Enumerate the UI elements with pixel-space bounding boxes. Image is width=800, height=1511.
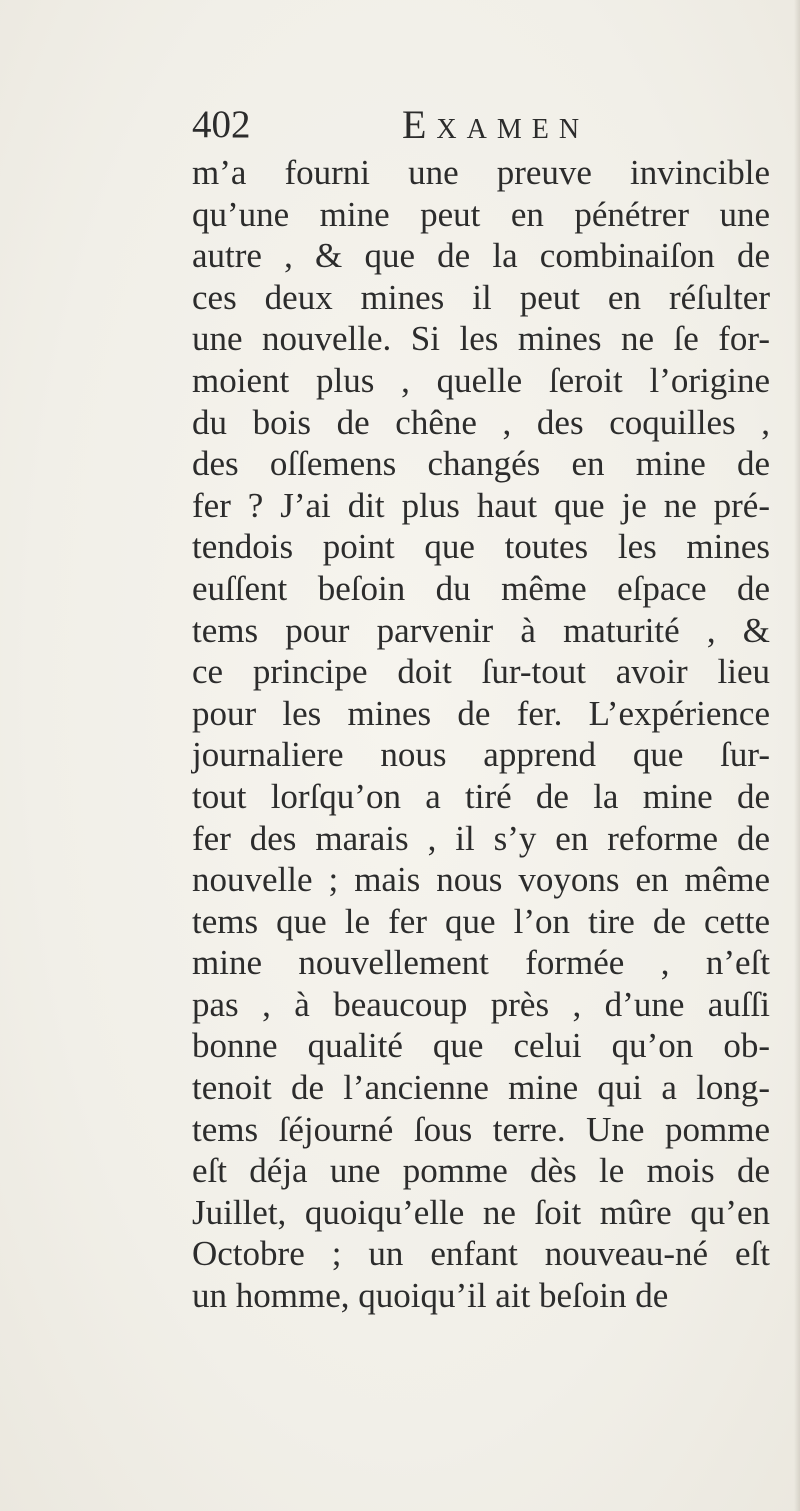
text-line: moient plus , quelle ſeroit l’origine: [192, 360, 770, 400]
text-line: ces deux mines il peut en réſulter: [192, 277, 770, 317]
text-line: tems pour parvenir à maturité , &: [192, 610, 770, 650]
text-line: journaliere nous apprend que ſur-: [192, 735, 770, 775]
text-line: une nouvelle. Si les mines ne ſe for-: [192, 319, 770, 359]
text-line: Juillet, quoiqu’elle ne ſoit mûre qu’en: [192, 1192, 770, 1232]
text-line: bonne qualité que celui qu’on ob-: [192, 1026, 770, 1066]
page-number: 402: [192, 103, 251, 146]
text-line: fer ? J’ai dit plus haut que je ne pré-: [192, 485, 770, 525]
text-line: nouvelle ; mais nous voyons en même: [192, 860, 770, 900]
text-line: du bois de chêne , des coquilles ,: [192, 402, 770, 442]
page-edge-shadow: [794, 0, 800, 1511]
text-line: m’a fourni une preuve invincible: [192, 153, 770, 192]
text-line: des oſſemens changés en mine de: [192, 444, 770, 484]
text-line: qu’une mine peut en pénétrer une: [192, 194, 770, 234]
text-line: pour les mines de fer. L’expérience: [192, 693, 770, 733]
text-line: autre , & que de la combinaiſon de: [192, 236, 770, 276]
body-text: [192, 152, 770, 1317]
text-line: fer des marais , il s’y en reforme de: [192, 818, 770, 858]
page-header: [192, 100, 752, 150]
text-line: Octobre ; un enfant nouveau-né eſt: [192, 1234, 770, 1274]
text-line: euſſent beſoin du même eſpace de: [192, 568, 770, 608]
text-line: pas , à beaucoup près , d’une auſſi: [192, 984, 770, 1024]
text-line: ce principe doit ſur-tout avoir lieu: [192, 652, 770, 692]
text-line: eſt déja une pomme dès le mois de: [192, 1151, 770, 1191]
text-line: un homme, quoiqu’il ait beſoin de: [192, 1276, 669, 1316]
text-line: tems que le fer que l’on tire de cette: [192, 901, 770, 941]
text-line: tenoit de l’ancienne mine qui a long-: [192, 1068, 770, 1108]
text-line: tendois point que toutes les mines: [192, 527, 770, 567]
text-line: tout lorſqu’on a tiré de la mine de: [192, 776, 770, 816]
text-line: mine nouvellement formée , n’eſt: [192, 943, 770, 983]
text-line: tems ſéjourné ſous terre. Une pomme: [192, 1109, 770, 1149]
running-head: Examen: [402, 102, 590, 147]
